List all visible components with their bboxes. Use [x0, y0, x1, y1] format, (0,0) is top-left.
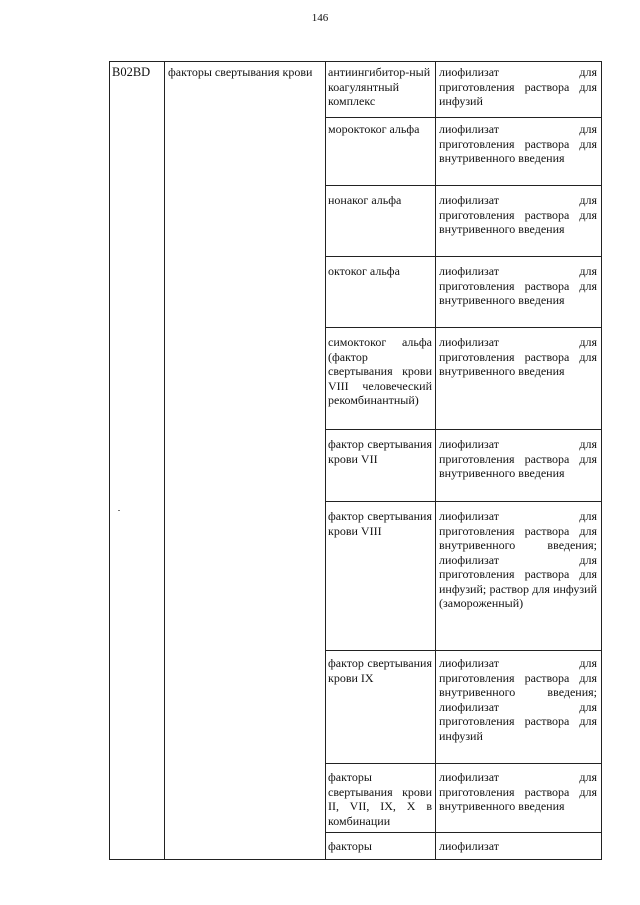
dosage-form: лиофилизат для приготовления раствора для внутривенного введения; лиофилизат для приготовления раствора для инфузий; раствор для инфузий (замороженный) — [439, 509, 597, 610]
row-separator — [325, 117, 602, 118]
row-separator — [325, 429, 602, 430]
table-border-top — [109, 61, 602, 62]
table-border-bottom — [109, 859, 602, 860]
drug-table — [109, 61, 602, 860]
dosage-form: лиофилизат для приготовления раствора для внутривенного введения; лиофилизат для приготовления раствора для инфузий — [439, 656, 597, 743]
dosage-form: лиофилизат для приготовления раствора для внутривенного введения — [439, 122, 597, 165]
drug-name: октоког альфа — [328, 264, 400, 278]
drug-name: нонаког альфа — [328, 193, 402, 207]
table-border-right — [601, 61, 602, 860]
row-separator — [325, 832, 602, 833]
column-divider-1 — [164, 61, 165, 860]
drug-name: антиингибитор-ный коагулянтный комплекс — [328, 65, 431, 108]
column-divider-2 — [325, 61, 326, 860]
dosage-form: лиофилизат для приготовления раствора для инфузий — [439, 65, 597, 108]
row-separator — [325, 501, 602, 502]
row-separator — [325, 763, 602, 764]
row-separator — [325, 256, 602, 257]
column-divider-3 — [435, 61, 436, 860]
dosage-form: лиофилизат для приготовления раствора для внутривенного введения — [439, 335, 597, 378]
scan-artifact — [118, 510, 120, 511]
drug-name: факторы — [328, 839, 372, 853]
dosage-form: лиофилизат — [439, 839, 500, 853]
drug-name: фактор свертывания крови IX — [328, 656, 432, 685]
drug-name: мороктоког альфа — [328, 122, 420, 136]
drug-name: факторы свертывания крови II, VII, IX, X в комбинации — [328, 770, 432, 828]
group-name: факторы свертывания крови — [168, 65, 313, 79]
dosage-form: лиофилизат для приготовления раствора для внутривенного введения — [439, 193, 597, 236]
page-number: 146 — [311, 12, 329, 24]
drug-name: фактор свертывания крови VIII — [328, 509, 432, 538]
dosage-form: лиофилизат для приготовления раствора для внутривенного введения — [439, 770, 597, 813]
dosage-form: лиофилизат для приготовления раствора для внутривенного введения — [439, 437, 597, 480]
row-separator — [325, 327, 602, 328]
row-separator — [325, 185, 602, 186]
row-separator — [325, 650, 602, 651]
table-border-left — [109, 61, 110, 860]
drug-name: симоктоког альфа (фактор свертывания крови VIII человеческий рекомбинантный) — [328, 335, 432, 407]
dosage-form: лиофилизат для приготовления раствора для внутривенного введения — [439, 264, 597, 307]
drug-name: фактор свертывания крови VII — [328, 437, 432, 466]
atc-code: B02BD — [112, 65, 151, 79]
